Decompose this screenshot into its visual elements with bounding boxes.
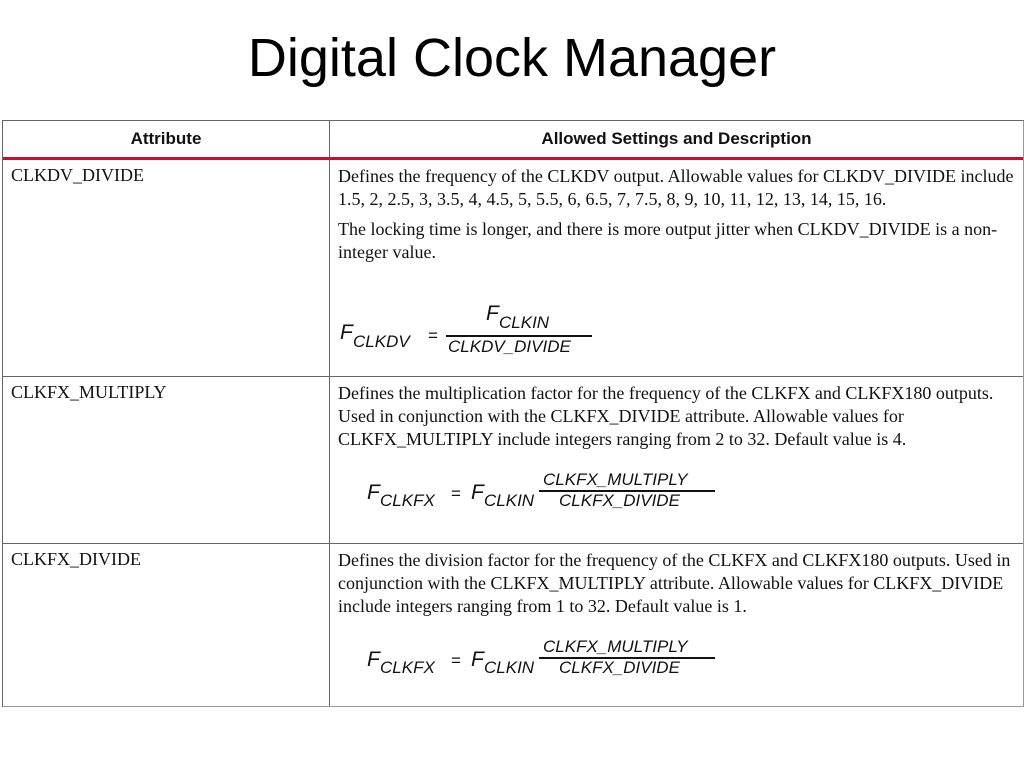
formula-equals: = (451, 651, 461, 670)
formula-subscript: CLKDV (353, 332, 410, 351)
formula-subscript: CLKIN (484, 658, 535, 677)
formula-var: F (340, 321, 353, 344)
formula-subscript: CLKIN (499, 313, 550, 332)
header-description: Allowed Settings and Description (541, 129, 812, 148)
formula-var: F (471, 648, 484, 671)
attribute-name: CLKDV_DIVIDE (11, 165, 144, 185)
attribute-name: CLKFX_MULTIPLY (11, 382, 167, 402)
formula-var: F (367, 481, 380, 504)
attribute-description (338, 382, 1015, 458)
formula-denominator: CLKFX_DIVIDE (559, 491, 680, 510)
formula-denominator: CLKDV_DIVIDE (448, 337, 571, 356)
table-row (3, 544, 1023, 707)
attribute-description (338, 165, 1015, 271)
description-paragraph: Defines the multiplication factor for the frequency of the CLKFX and CLKFX180 outputs. Used in conjunction with the CLKFX_DIVIDE attribute. Allowable values for CLKFX_MULTIPLY include integers ranging from 2 to 32. Default value is 4. (338, 383, 994, 449)
attribute-description (338, 549, 1015, 625)
formula-equals: = (428, 326, 438, 345)
page-title: Digital Clock Manager (247, 28, 777, 88)
attribute-table (2, 120, 1024, 707)
formula-subscript: CLKFX (380, 491, 435, 510)
formula-var: F (486, 302, 499, 325)
description-paragraph: Defines the frequency of the CLKDV output. Allowable values for CLKDV_DIVIDE include 1.5, 2, 2.5, 3, 3.5, 4, 4.5, 5, 5.5, 6, 6.5, 7, 7.5, 8, 9, 10, 11, 12, 13, 14, 15, 16. (338, 166, 1014, 209)
formula-var: F (367, 648, 380, 671)
formula-subscript: CLKFX (380, 658, 435, 677)
formula-fclkdv (340, 302, 600, 362)
formula-fclkfx (367, 471, 727, 521)
table-header (3, 121, 1023, 160)
formula-numerator: CLKFX_MULTIPLY (543, 470, 688, 489)
table-row (3, 377, 1023, 544)
formula-equals: = (451, 484, 461, 503)
formula-var: F (471, 481, 484, 504)
formula-fclkfx (367, 638, 727, 688)
formula-denominator: CLKFX_DIVIDE (559, 658, 680, 677)
formula-subscript: CLKIN (484, 491, 535, 510)
table-row (3, 160, 1023, 377)
description-paragraph: Defines the division factor for the frequency of the CLKFX and CLKFX180 outputs. Used in conjunction with the CLKFX_MULTIPLY attribute. Allowable values for CLKFX_DIVIDE include integers ranging from 1 to 32. Default value is 1. (338, 550, 1011, 616)
description-paragraph: The locking time is longer, and there is more output jitter when CLKDV_DIVIDE is a non-integer value. (338, 219, 998, 262)
header-attribute: Attribute (130, 129, 202, 148)
attribute-name: CLKFX_DIVIDE (11, 549, 141, 569)
formula-numerator: CLKFX_MULTIPLY (543, 637, 688, 656)
